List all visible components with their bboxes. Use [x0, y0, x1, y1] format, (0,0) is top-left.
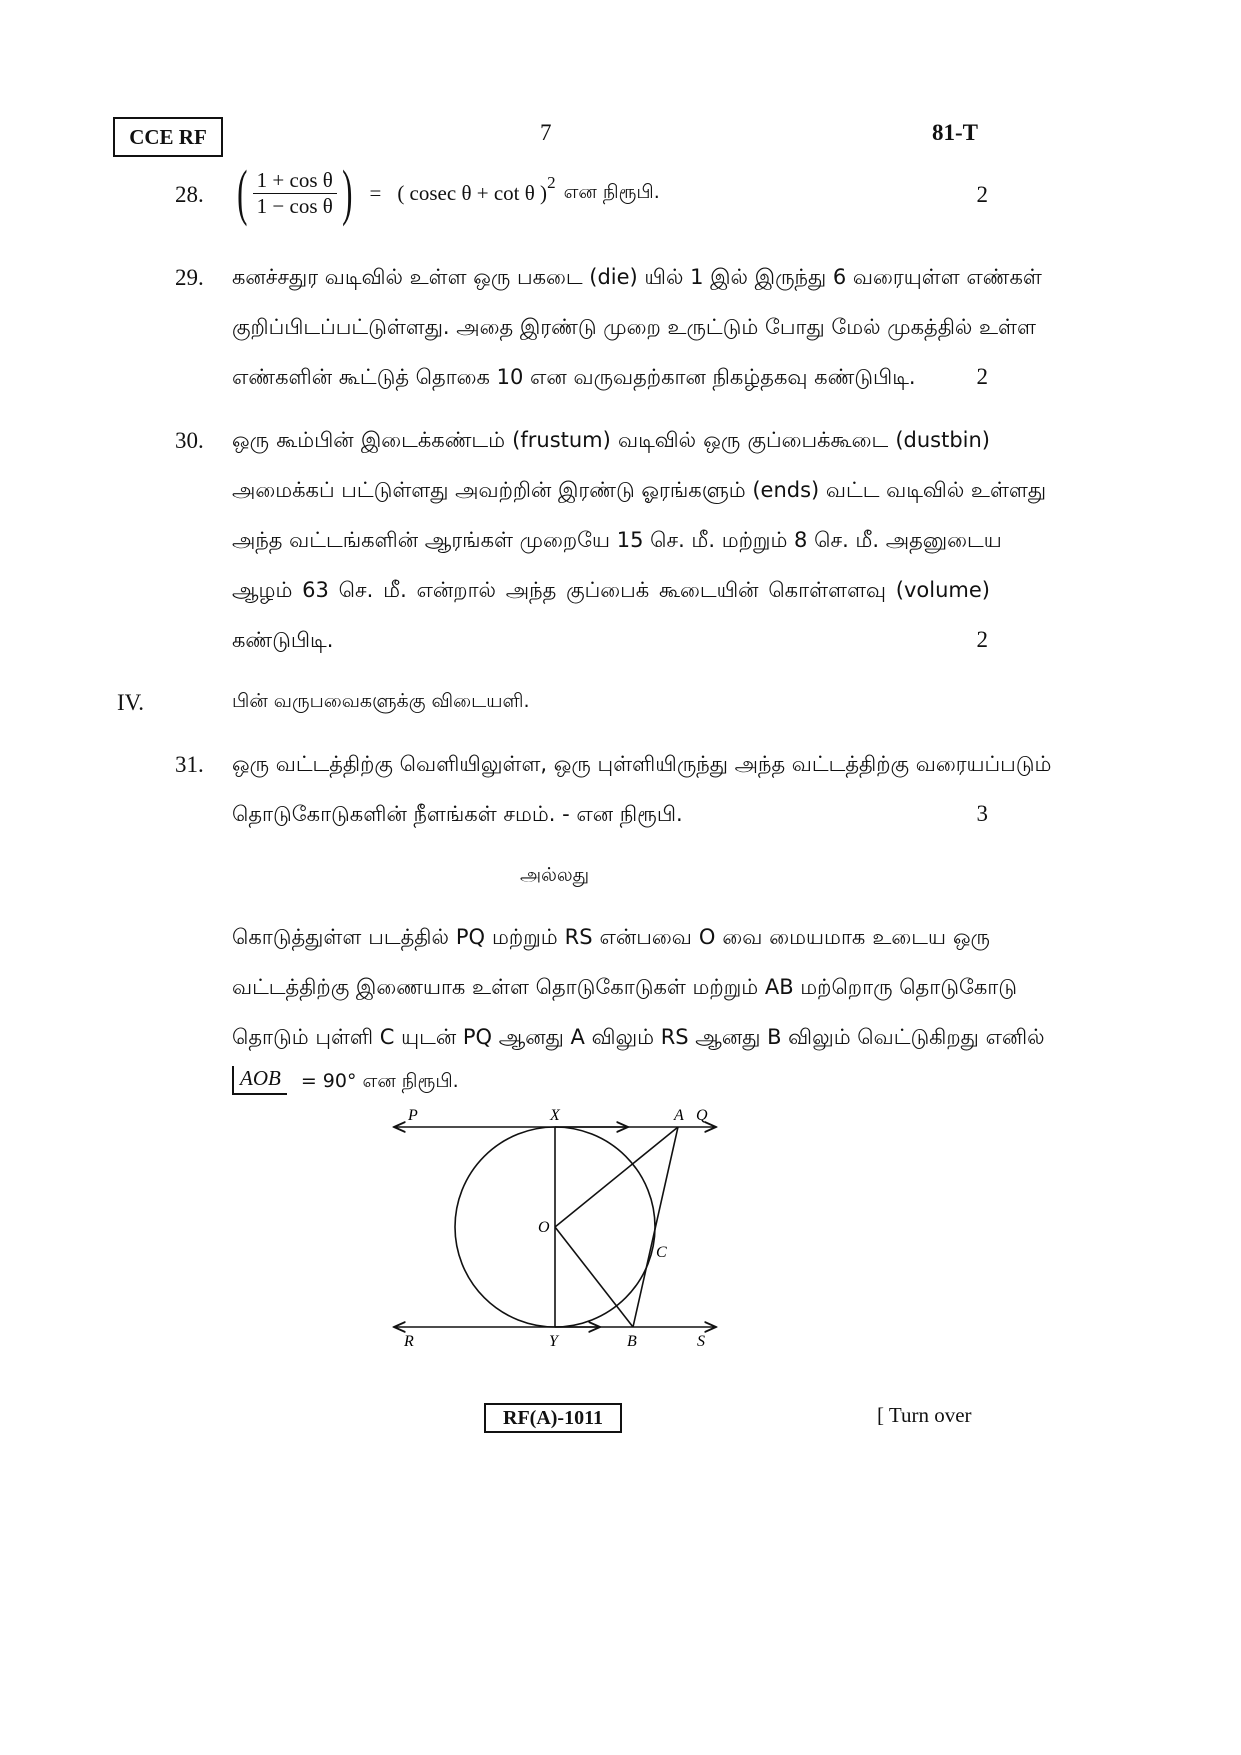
label-q: Q [696, 1107, 708, 1124]
q28-denominator: 1 − cos θ [256, 193, 333, 218]
q31-line-2: தொடுகோடுகளின் நீளங்கள் சமம். - என நிரூபி. [232, 802, 683, 826]
q31-alt-line-2: வட்டத்திற்கு இணையாக உள்ள தொடுகோடுகள் மற்றும் AB மற்றொரு தொடுகோடு [232, 975, 1018, 999]
q28-exponent: 2 [547, 173, 556, 192]
q30-number: 30. [175, 428, 204, 453]
q29-line-3: எண்களின் கூட்டுத் தொகை 10 என வருவதற்கான நிகழ்தகவு கண்டுபிடி. [232, 365, 916, 389]
label-c: C [656, 1244, 667, 1261]
q31-alt-line-1: கொடுத்துள்ள படத்தில் PQ மற்றும் RS என்பவை O வை மையமாக உடைய ஒரு [232, 925, 990, 949]
label-b: B [627, 1333, 637, 1350]
q28-fraction [253, 168, 337, 219]
tangent-ab [633, 1127, 678, 1327]
angle-aob: AOB [232, 1066, 287, 1095]
q30-line-2: அமைக்கப் பட்டுள்ளது அவற்றின் இரண்டு ஓரங்களும் (ends) வட்ட வடிவில் உள்ளது [232, 478, 1047, 502]
q29-number: 29. [175, 265, 204, 290]
label-r: R [404, 1333, 414, 1350]
q31-alt-line-3: தொடும் புள்ளி C யுடன் PQ ஆனது A விலும் RS ஆனது B விலும் வெட்டுகிறது எனில் [232, 1025, 1045, 1049]
q31-line-1: ஒரு வட்டத்திற்கு வெளியிலுள்ள, ஒரு புள்ளியிருந்து அந்த வட்டத்திற்கு வரையப்படும் [232, 752, 1052, 776]
q31-marks: 3 [976, 801, 988, 826]
footer-code-box: RF(A)-1011 [484, 1403, 622, 1433]
angle-statement [232, 1065, 459, 1095]
label-a: A [674, 1107, 684, 1124]
q31-number: 31. [175, 752, 204, 777]
label-y: Y [549, 1333, 558, 1350]
q30-line-4: ஆழம் 63 செ. மீ. என்றால் அந்த குப்பைக் கூடையின் கொள்ளளவு (volume) [232, 578, 990, 602]
q28-tail: என நிரூபி. [563, 180, 660, 203]
turn-over: [ Turn over [877, 1403, 972, 1427]
q28-rhs: ( cosec θ + cot θ ) [397, 180, 548, 205]
q30-line-3: அந்த வட்டங்களின் ஆரங்கள் முறையே 15 செ. மீ. மற்றும் 8 செ. மீ. அதனுடைய [232, 528, 1002, 552]
label-o: O [538, 1219, 550, 1236]
q28-equals: = [369, 180, 382, 205]
page-number: 7 [540, 120, 552, 145]
tangent-figure [380, 1100, 740, 1360]
q28-numerator: 1 + cos θ [253, 168, 337, 194]
label-s: S [697, 1333, 705, 1350]
q30-marks: 2 [976, 627, 988, 652]
header-code-box: CCE RF [113, 117, 223, 157]
angle-tail: = 90° என நிரூபி. [300, 1070, 459, 1092]
q29-line-1: கனச்சதுர வடிவில் உள்ள ஒரு பகடை (die) யில் 1 இல் இருந்து 6 வரையுள்ள எண்கள் [232, 265, 1042, 289]
q28-expression: ( $\frac{\text{1 + cos θ}}{\text{1 − cos θ}}$ ) = ( cosec θ + cot θ ) $^2$ என நிரூபி. [237, 159, 660, 227]
q29-line-2: குறிப்பிடப்பட்டுள்ளது. அதை இரண்டு முறை உருட்டும் போது மேல் முகத்தில் உள்ள [232, 315, 1036, 339]
label-p: P [408, 1107, 418, 1124]
q29-marks: 2 [976, 364, 988, 389]
paper-code: 81-T [932, 120, 978, 145]
section-heading: பின் வருபவைகளுக்கு விடையளி. [232, 690, 530, 712]
q28-marks: 2 [976, 182, 988, 207]
or-label: அல்லது [520, 864, 590, 886]
segment-ob [555, 1227, 633, 1327]
q28-number: 28. [175, 182, 204, 207]
q30-line-5: கண்டுபிடி. [232, 628, 334, 652]
q30-line-1: ஒரு கூம்பின் இடைக்கண்டம் (frustum) வடிவில் ஒரு குப்பைக்கூடை (dustbin) [232, 428, 990, 452]
section-roman: IV. [117, 690, 145, 715]
label-x: X [550, 1107, 560, 1124]
